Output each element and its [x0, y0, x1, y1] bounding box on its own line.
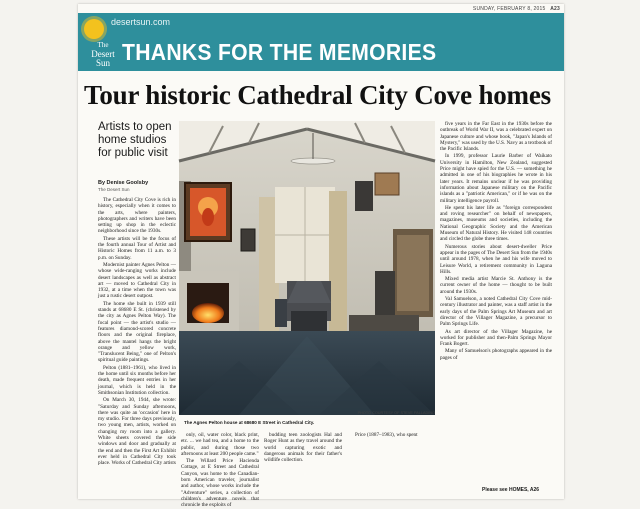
photo-credit: PHOTO COURTESY OF STEVE PALLADINO: [357, 411, 435, 415]
article-column-1: [98, 197, 176, 495]
caption-text: The Agnes Pelton house at 68680 E Street in Cathedral City.: [184, 420, 315, 425]
article-right-column: [440, 121, 552, 487]
paragraph: only, oil, water color, black print, etc. ... we had tea, and a home to the public, and during those two afternoons at least 200 people came.": [181, 432, 259, 457]
section-banner: [78, 13, 564, 71]
article-bottom-column-2: [264, 432, 342, 494]
section-title: THANKS FOR THE MEMORIES: [122, 39, 437, 65]
paragraph: The Cathedral City Cove is rich in history, especially when it comes to the arts, where painters, photographers and writers have been setting up shop in the eclectic neighborhood since the 1930s.: [98, 197, 176, 235]
page-date: SUNDAY, FEBRUARY 8, 2015 A23: [472, 6, 560, 12]
paragraph: In 1999, professor Laurie Barber of Waikato University in Hamilton, New Zealand, suggested Price might have spied for the U.S. — something he admitted in one of his biographies he wrote in his later years. It remains unclear if he was providing information about Japanese military on the Pacific islands as a "patriotic American," or if he was on the military intelligence payroll.: [440, 153, 552, 204]
paragraph: He spent his later life as "foreign correspondent and roving researcher" on behalf of newspapers, magazines, museums and societies, including the National Geographic Society and the American Museum of Natural History. He visited 148 countries and circled the globe three times.: [440, 204, 552, 243]
paragraph: five years in the Far East in the 1930s before the outbreak of World War II, was a celebrated expert on Japanese culture and whose book, "Japan's Islands of Mystery," was used by the U.S. Navy as a textbook of the Pacific Islands.: [440, 121, 552, 153]
article-deck: Artists to open home studios for public visit: [98, 121, 172, 159]
article-headline: Tour historic Cathedral City Cove homes: [84, 80, 551, 110]
paragraph: The Willard Price Hacienda Cottage, at E Street and Cathedral Canyon, was home to the Canadian-born American traveler, journalist and author, whose works include the "Adventure" series, a collection of children's adventure novels that chronicle the exploits of: [181, 458, 259, 509]
article-bottom-column-1: [181, 432, 259, 509]
paragraph: Pelton (1881–1961), who lived in the home until six months before her death, made frequent entries in her journal, which is held in the Smithsonian Institution collection.: [98, 364, 176, 396]
paragraph: Price (1887–1983), who spent: [355, 432, 418, 438]
paragraph: These artists will be the focus of the fourth annual Tour of Artist and Historic Homes from 11 a.m. to 3 p.m. on Sunday.: [98, 235, 176, 261]
continuation-line: Please see HOMES, A26: [482, 487, 540, 493]
desert-sun-logo: The Desert Sun: [91, 41, 115, 68]
newspaper-page: [78, 4, 564, 509]
site-url: desertsun.com: [111, 17, 171, 27]
paragraph: Numerous stories about desert-dweller Price appear in the pages of The Desert Sun from the 1940s until around 1978, when he and his wife moved to Leisure World, a retirement community in Laguna Hills.: [440, 243, 552, 275]
paragraph: Modernist painter Agnes Pelton — whose wide-ranging works include desert landscapes as well as abstract art — moved to Cathedral City in 1932, at a time when the town was just a rustic desert outpost.: [98, 261, 176, 300]
sun-icon: [84, 19, 104, 39]
paragraph: Val Samuelson, a noted Cathedral City Cove mid-century illustrator and painter, was a staff artist in the early days of the Palm Springs Art Museum and art director of the Villager Magazine, a precursor to Palm Springs Life.: [440, 296, 552, 328]
paragraph: budding teen zoologists Hal and Roger Hunt as they travel around the world capturing exotic and dangerous animals for their father's wildlife collection.: [264, 432, 342, 464]
paragraph: On March 30, 1944, she wrote: "Saturday and Sunday afternoons, there was quite an 'occasion' here in my studio. For three days previously, two young men, artists, worked on changing my room into a gallery. White sheets covered the side windows and door and gradually at the end and then the First Art Exhibit ever held in Cathedral City took place. Works of Cathedral City artists: [98, 397, 176, 467]
paragraph: Mixed media artist Marcie St. Anthony is the current owner of the home — thought to be built around the 1930s.: [440, 276, 552, 295]
paragraph: As art director of the Villager Magazine, he worked for publisher and then-Palm Springs Mayor Frank Bogert.: [440, 328, 552, 348]
page-header-line: [78, 4, 564, 13]
photo-caption: [179, 411, 435, 429]
article-photo: [179, 121, 435, 415]
paragraph: Many of Samuelson's photographs appeared in the pages of: [440, 348, 552, 361]
article-bottom-column-3: [350, 432, 428, 494]
studio-interior-photo: [179, 121, 435, 415]
byline-source: The Desert Sun: [98, 187, 130, 192]
paragraph: The home she built in 1939 still stands at 68680 E St. (christened by the city as Agnes Pelton Way). The focal point — the artist's studio — features diamond-scored concrete floors and the original fireplace, above the mantel hangs the bright orange and yellow work, "Translucent Being," one of Pelton's spiritual guide paintings.: [98, 300, 176, 364]
byline: By Denise Goolsby: [98, 180, 149, 186]
